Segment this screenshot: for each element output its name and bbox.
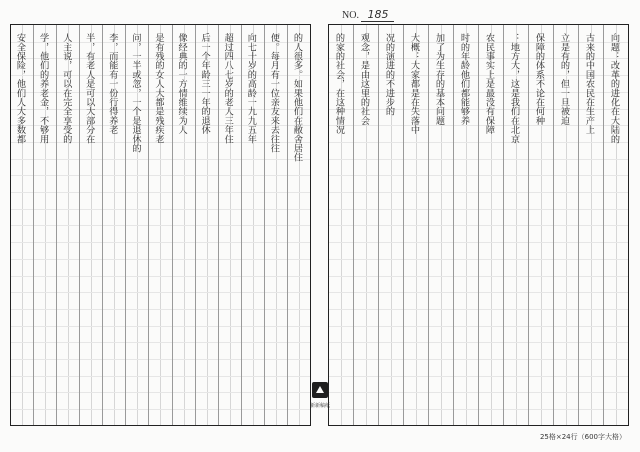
publisher-logo-text: 新新稿纸 <box>309 403 330 409</box>
right-column-text: 的家的社会，在这种情况 <box>333 33 345 135</box>
left-column-text: 人主说，可以在完全享受的 <box>60 33 72 144</box>
right-column-text: 观念，是由这里的社会 <box>358 33 370 125</box>
left-column-text: 超过四八七岁的老人三年住 <box>222 33 234 144</box>
left-manuscript-column <box>264 25 287 425</box>
right-manuscript-column <box>528 25 553 425</box>
left-column-text: 便。每月有一位亲友来去往往 <box>268 33 280 153</box>
right-manuscript-column <box>353 25 378 425</box>
grid-format-footer: 25格×24行（600字大格） <box>539 433 626 441</box>
left-manuscript-column <box>218 25 241 425</box>
publisher-logo <box>305 380 335 420</box>
left-manuscript-column <box>125 25 148 425</box>
right-manuscript-column <box>503 25 528 425</box>
right-manuscript-column <box>453 25 478 425</box>
left-manuscript-column <box>33 25 56 425</box>
left-column-text: 问，一半或忽，一个是退休的 <box>129 33 141 153</box>
left-column-text: 安全保险，他们人大多数都 <box>14 33 26 144</box>
left-column-text: 学，他们的养老金，不够用 <box>37 33 49 144</box>
left-column-text: 的人很多。如果他们在敝舍居住 <box>291 33 303 162</box>
right-column-text: 古来的中国农民在生产上 <box>583 33 595 135</box>
right-column-text: ：地方大，这是我们在北京 <box>508 33 520 144</box>
left-manuscript-column <box>241 25 264 425</box>
right-manuscript-column <box>603 25 628 425</box>
left-columns <box>11 25 310 425</box>
left-column-text: 是有残的女人大都是残疾老 <box>153 33 164 144</box>
left-column-text: 半，有老人是可以大部分在 <box>83 33 95 144</box>
page-number-label: NO. <box>342 10 359 21</box>
right-column-text: 立是有的，但一旦被迫 <box>558 33 570 125</box>
right-manuscript-page <box>328 24 629 426</box>
right-column-text: 时的年龄他们都能够养 <box>458 33 470 125</box>
left-manuscript-column <box>195 25 218 425</box>
right-manuscript-column <box>403 25 428 425</box>
mountain-logo-icon <box>312 382 328 398</box>
right-column-text: 农民事实上是最没有保障 <box>483 33 495 135</box>
page-number <box>342 8 394 21</box>
left-column-text: 李，而能有一份行得养老 <box>106 33 118 135</box>
left-manuscript-column <box>148 25 171 425</box>
left-column-text: 像经典的一方情维续为人 <box>176 33 188 135</box>
right-column-text: 保障的体系不论在何种 <box>533 33 545 125</box>
right-manuscript-column <box>428 25 453 425</box>
right-manuscript-column <box>478 25 503 425</box>
left-manuscript-column <box>11 25 33 425</box>
left-manuscript-column <box>79 25 102 425</box>
right-manuscript-column <box>329 25 353 425</box>
right-column-text: 况的演进的不进步的 <box>383 33 395 116</box>
right-column-text: 向题：改革的进化在大陆的 <box>608 33 620 144</box>
left-manuscript-column <box>287 25 310 425</box>
right-manuscript-column <box>578 25 603 425</box>
left-column-text: 向七十岁的高龄一九九五年 <box>245 33 257 144</box>
left-manuscript-column <box>56 25 79 425</box>
left-manuscript-column <box>102 25 125 425</box>
right-columns <box>329 25 628 425</box>
left-manuscript-page <box>10 24 311 426</box>
right-manuscript-column <box>378 25 403 425</box>
right-column-text: 加了为生存的基本问题 <box>433 33 445 125</box>
right-column-text: 大概：大家都是在失落中 <box>408 33 420 135</box>
page-number-value: 185 <box>361 8 394 22</box>
left-column-text: 后一个年龄三一年的退休 <box>199 33 211 135</box>
left-manuscript-column <box>172 25 195 425</box>
right-manuscript-column <box>553 25 578 425</box>
